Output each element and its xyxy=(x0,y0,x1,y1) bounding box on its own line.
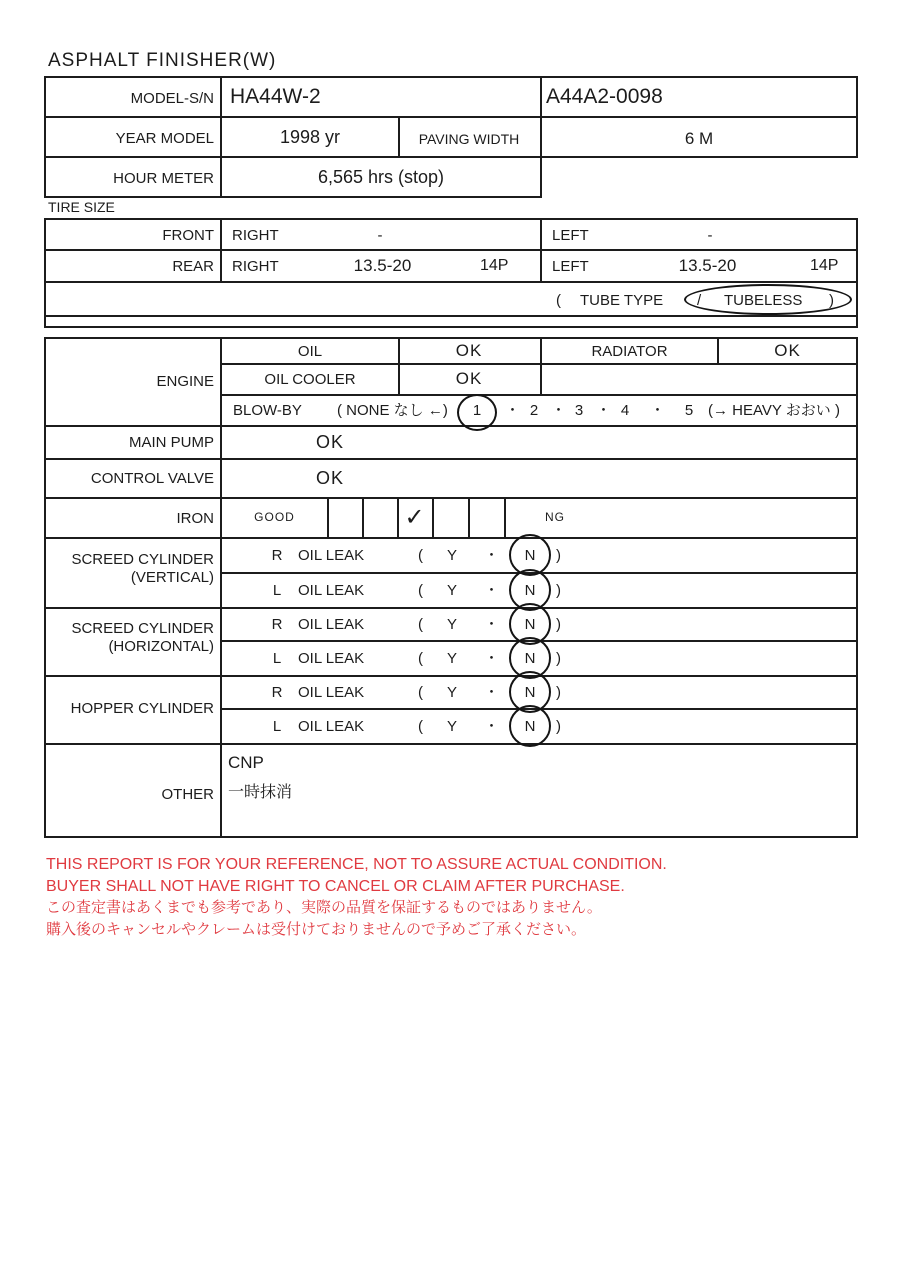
other-label: OTHER xyxy=(161,786,214,803)
leak-open: ( xyxy=(418,718,423,735)
engine-label: ENGINE xyxy=(156,373,214,390)
table-line xyxy=(362,497,364,537)
table-line xyxy=(468,497,470,537)
iron-label: IRON xyxy=(176,510,214,527)
leak-yes: Y xyxy=(447,684,458,701)
leak-dot: ・ xyxy=(484,684,500,701)
hour-meter-value: 6,565 hrs (stop) xyxy=(317,167,445,187)
leak-close: ) xyxy=(556,650,561,667)
table-line xyxy=(44,458,858,460)
tire-front-right-label: RIGHT xyxy=(232,227,279,244)
tire-front-right-value: - xyxy=(377,227,383,244)
oil-leak-label: OIL LEAK xyxy=(298,582,365,599)
footer-line: THIS REPORT IS FOR YOUR REFERENCE, NOT TO ASSURE ACTUAL CONDITION. xyxy=(46,856,667,873)
oil-leak-label: OIL LEAK xyxy=(298,650,365,667)
screed-horizontal-label-1: SCREED CYLINDER xyxy=(71,620,214,637)
footer-line: BUYER SHALL NOT HAVE RIGHT TO CANCEL OR CLAIM AFTER PURCHASE. xyxy=(46,878,625,895)
tire-front-label: FRONT xyxy=(162,227,214,244)
leak-answer: N xyxy=(524,684,536,701)
other-line-1: CNP xyxy=(228,753,264,772)
page-title: ASPHALT FINISHER(W) xyxy=(48,50,277,71)
leak-dot: ・ xyxy=(484,616,500,633)
year-model-label: YEAR MODEL xyxy=(115,130,214,147)
leak-dot: ・ xyxy=(484,582,500,599)
table-line xyxy=(44,497,858,499)
engine-oil-value: OK xyxy=(455,341,483,360)
leak-side: R xyxy=(271,616,283,633)
paving-width-value: 6 M xyxy=(684,129,714,148)
table-line xyxy=(44,675,858,677)
leak-open: ( xyxy=(418,616,423,633)
blow-by-dot: ・ xyxy=(650,402,666,419)
tire-size-section-label: TIRE SIZE xyxy=(48,199,115,215)
radiator-label: RADIATOR xyxy=(591,343,668,360)
blow-by-level-4: 4 xyxy=(620,402,630,419)
hour-meter-label: HOUR METER xyxy=(113,170,214,187)
leak-side: L xyxy=(272,718,282,735)
footer-line: この査定書はあくまでも参考であり、実際の品質を保証するものではありません。 xyxy=(46,899,602,916)
iron-good-label: GOOD xyxy=(254,510,295,524)
tire-front-left-value: - xyxy=(707,227,713,244)
tube-close-paren: ) xyxy=(829,292,834,309)
tire-rear-right-label: RIGHT xyxy=(232,258,279,275)
blow-by-heavy-text: (→ HEAVY おおい ) xyxy=(708,402,840,419)
leak-side: L xyxy=(272,582,282,599)
leak-open: ( xyxy=(418,684,423,701)
model-value: HA44W-2 xyxy=(230,85,321,108)
tubeless-label: TUBELESS xyxy=(724,292,803,309)
oil-leak-label: OIL LEAK xyxy=(298,718,365,735)
blow-by-level-3: 3 xyxy=(574,402,584,419)
blow-by-dot: ・ xyxy=(596,402,612,419)
tire-rear-right-size: 13.5-20 xyxy=(353,256,412,275)
leak-close: ) xyxy=(556,684,561,701)
table-line xyxy=(220,394,858,396)
paving-width-label: PAVING WIDTH xyxy=(418,131,520,147)
leak-open: ( xyxy=(418,582,423,599)
leak-open: ( xyxy=(418,547,423,564)
main-pump-value: OK xyxy=(315,432,344,452)
table-line xyxy=(220,337,222,838)
leak-dot: ・ xyxy=(484,718,500,735)
blow-by-level-5: 5 xyxy=(684,402,694,419)
serial-value: A44A2-0098 xyxy=(546,85,663,108)
leak-close: ) xyxy=(556,547,561,564)
leak-close: ) xyxy=(556,718,561,735)
table-line xyxy=(220,218,222,283)
oil-leak-label: OIL LEAK xyxy=(298,684,365,701)
table-line xyxy=(44,537,858,539)
tire-front-left-label: LEFT xyxy=(552,227,589,244)
footer-line: 購入後のキャンセルやクレームは受付けておりませんので予めご了承ください。 xyxy=(46,921,587,938)
tube-slash: / xyxy=(697,292,702,309)
leak-yes: Y xyxy=(447,718,458,735)
leak-yes: Y xyxy=(447,582,458,599)
year-model-value: 1998 yr xyxy=(279,127,341,147)
leak-dot: ・ xyxy=(484,650,500,667)
tire-rear-left-size: 13.5-20 xyxy=(678,256,737,275)
oil-leak-label: OIL LEAK xyxy=(298,547,365,564)
oil-leak-label: OIL LEAK xyxy=(298,616,365,633)
leak-yes: Y xyxy=(447,547,458,564)
iron-checkmark: ✓ xyxy=(404,504,425,531)
radiator-value: OK xyxy=(774,341,801,360)
blow-by-dot: ・ xyxy=(505,402,521,419)
main-pump-label: MAIN PUMP xyxy=(128,434,214,451)
table-line xyxy=(504,497,506,537)
blow-by-dot: ・ xyxy=(551,402,567,419)
leak-answer: N xyxy=(524,650,536,667)
leak-answer: N xyxy=(524,547,536,564)
leak-side: L xyxy=(272,650,282,667)
separator-row xyxy=(44,315,858,328)
leak-close: ) xyxy=(556,582,561,599)
leak-side: R xyxy=(271,684,283,701)
leak-open: ( xyxy=(418,650,423,667)
oil-cooler-value: OK xyxy=(455,369,483,388)
circle-mark-tubeless xyxy=(684,284,852,315)
table-line xyxy=(44,607,858,609)
blow-by-label: BLOW-BY xyxy=(233,402,302,419)
circle-mark-blow-by-1 xyxy=(457,394,497,431)
leak-dot: ・ xyxy=(484,547,500,564)
leak-answer: N xyxy=(524,718,536,735)
tire-rear-left-label: LEFT xyxy=(552,258,589,275)
table-line xyxy=(432,497,434,537)
table-line xyxy=(44,116,858,118)
leak-answer: N xyxy=(524,582,536,599)
leak-answer: N xyxy=(524,616,536,633)
blow-by-level-2: 2 xyxy=(529,402,539,419)
leak-close: ) xyxy=(556,616,561,633)
control-valve-label: CONTROL VALVE xyxy=(90,470,214,487)
blow-by-level-1: 1 xyxy=(472,402,482,419)
leak-side: R xyxy=(271,547,283,564)
hopper-cylinder-label: HOPPER CYLINDER xyxy=(70,700,214,717)
table-line xyxy=(327,497,329,537)
screed-vertical-label-2: (VERTICAL) xyxy=(130,569,214,586)
circle-mark-answer xyxy=(509,705,551,747)
blow-by-none-text: ( NONE なし ←) xyxy=(337,402,448,419)
table-line xyxy=(220,363,858,365)
oil-cooler-label: OIL COOLER xyxy=(264,371,356,388)
leak-yes: Y xyxy=(447,650,458,667)
table-line xyxy=(44,281,858,283)
tire-rear-right-ply: 14P xyxy=(480,257,509,274)
screed-horizontal-label-2: (HORIZONTAL) xyxy=(108,638,214,655)
model-sn-label: MODEL-S/N xyxy=(130,90,214,107)
other-line-2: 一時抹消 xyxy=(228,784,293,801)
table-line xyxy=(44,249,858,251)
tube-type-label: TUBE TYPE xyxy=(580,292,664,309)
table-line xyxy=(540,218,542,283)
tube-open-paren: ( xyxy=(556,292,561,309)
leak-yes: Y xyxy=(447,616,458,633)
tire-rear-label: REAR xyxy=(172,258,214,275)
screed-vertical-label-1: SCREED CYLINDER xyxy=(71,551,214,568)
table-line xyxy=(44,743,858,745)
engine-oil-label: OIL xyxy=(297,343,323,360)
iron-ng-label: NG xyxy=(545,510,565,524)
tire-rear-left-ply: 14P xyxy=(810,257,839,274)
table-line xyxy=(44,425,858,427)
control-valve-value: OK xyxy=(315,468,344,488)
